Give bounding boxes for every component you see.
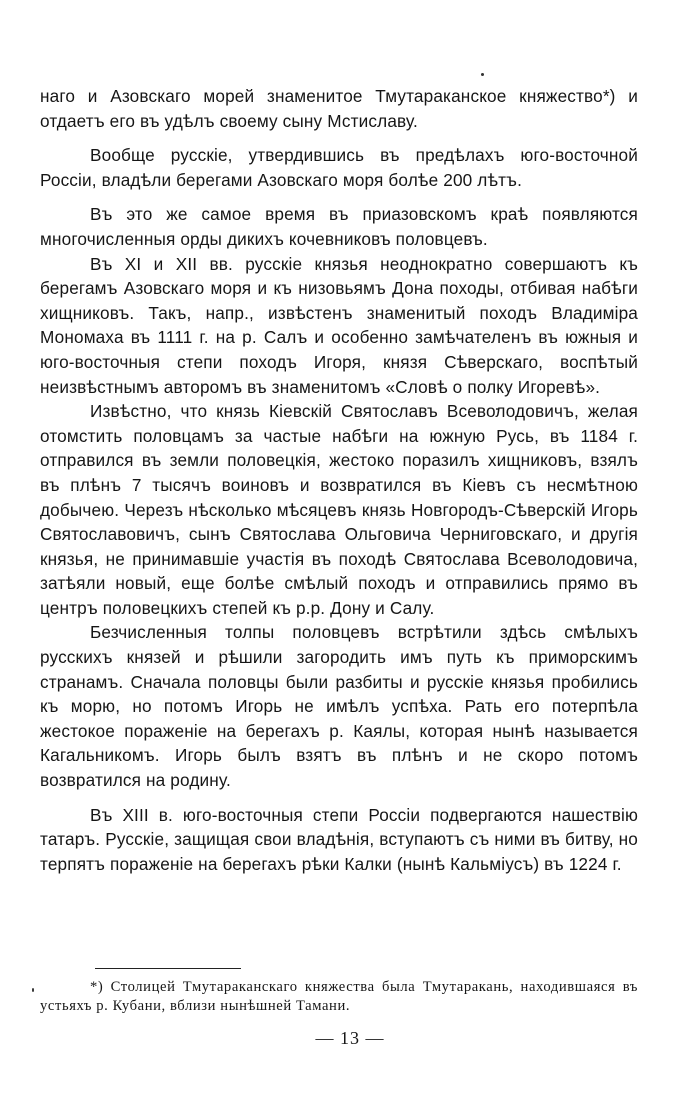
page-number: — 13 — [315,1028,385,1048]
paragraph: Въ XI и XII вв. русскіе князья неоднократно совершаютъ къ берегамъ Азовскаго моря и къ низовьямъ Дона походы, отбивая набѣги хищниковъ. Такъ, напр., извѣстенъ знаменитый походъ Владиміра Мономаха въ 1111 г. на р. Салъ и особенно замѣчателенъ въ южныя и юго-восточныя степи походъ Игоря, князя Сѣверскаго, воспѣтый неизвѣстнымъ авторомъ въ знаменитомъ «Словѣ о полку Игоревѣ». [40,253,638,397]
footnote-divider [95,968,241,969]
paragraph: Въ это же самое время въ приазовскомъ краѣ появляются многочисленныя орды дикихъ кочевниковъ половцевъ. [40,204,638,249]
paragraph: наго и Азовскаго морей знаменитое Тмутараканское княжество*) и отдаетъ его въ удѣлъ своему сыну Мстиславу. [40,86,638,131]
print-speck [32,988,34,992]
paragraph: Безчисленныя толпы половцевъ встрѣтили здѣсь смѣлыхъ русскихъ князей и рѣшили загородить имъ путь къ приморскимъ странамъ. Сначала половцы были разбиты и русскіе князья пробились къ морю, но потомъ Игорь не имѣлъ успѣха. Рать его потерпѣла жестокое пораженіе на берегахъ р. Каялы, которая нынѣ называется Кагальникомъ. Игорь былъ взятъ въ плѣнъ и не скоро потомъ возвратился на родину. [40,622,638,791]
paragraph: Вообще русскіе, утвердившись въ предѣлахъ юго-восточной Россіи, владѣли берегами Азовскаго моря болѣе 200 лѣтъ. [40,145,638,190]
paragraph: Извѣстно, что князь Кіевскій Святославъ Всеволодовичъ, желая отомстить половцамъ за частые набѣги на южную Русь, въ 1184 г. отправился въ земли половецкія, жестоко поразилъ хищниковъ, взялъ въ плѣнъ 7 тысячъ воиновъ и возвратился въ Кіевъ съ несмѣтною добычею. Черезъ нѣсколько мѣсяцевъ князь Новгородъ-Сѣверскій Игорь Святославовичъ, сынъ Святослава Ольговича Черниговскаго, и другія князья, не принимавшіе участія въ походѣ Святослава Всеволодовича, затѣяли новый, еще болѣе смѣлый походъ и отправились прямо въ центръ половецкихъ степей къ р.р. Дону и Салу. [40,401,638,618]
footnote: *) Столицей Тмутараканскаго княжества была Тмутаракань, находившаяся въ устьяхъ р. Кубани, вблизи нынѣшней Тамани. [40,979,638,1014]
paragraph: Въ XIII в. юго-восточныя степи Россіи подвергаются нашествію татаръ. Русскіе, защищая свои владѣнія, вступаютъ съ ними въ битву, но терпятъ пораженіе на берегахъ рѣки Калки (нынѣ Кальміусъ) въ 1224 г. [40,804,638,874]
main-text [40,84,638,876]
print-speck [481,73,484,76]
